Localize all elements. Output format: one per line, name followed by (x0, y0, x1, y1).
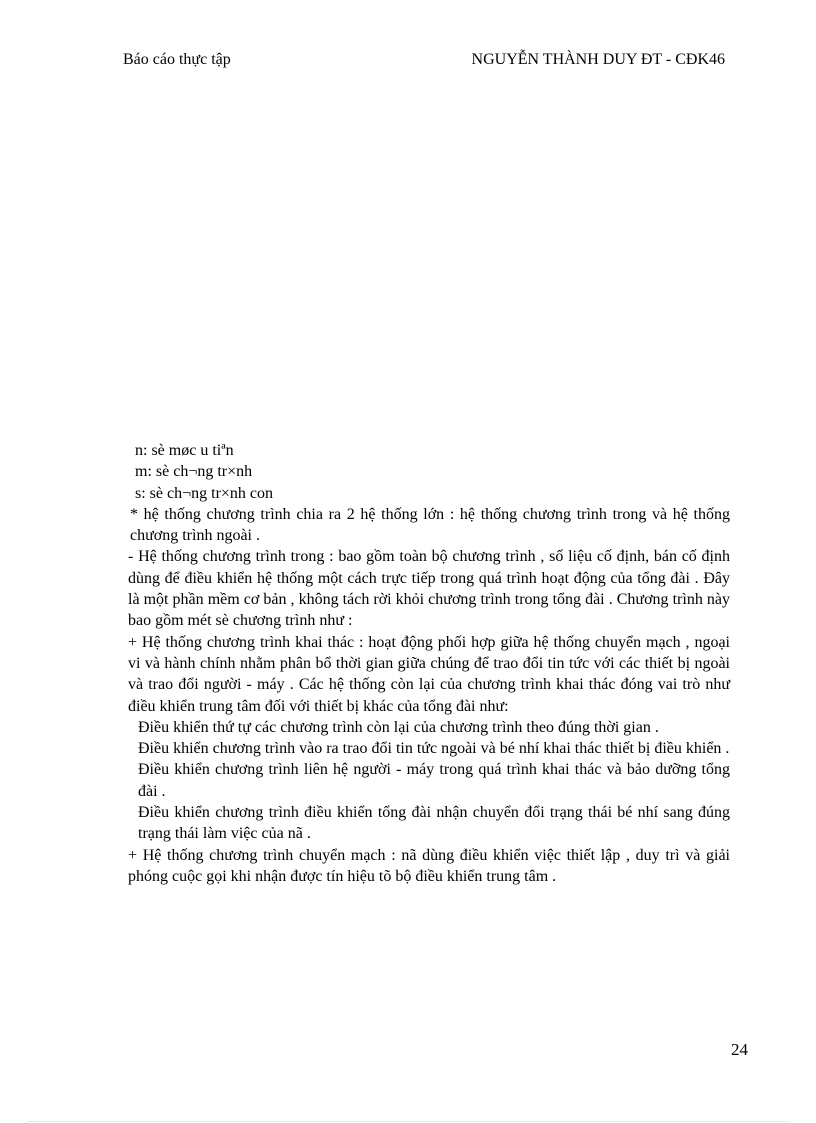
list-item-io-control: Điều khiển chương trình vào ra trao đổi tin tức ngoài và bé nhí khai thác thiết bị điều khiển . (138, 740, 730, 758)
variable-definition-n: n: sè møc u tiªn (135, 442, 234, 459)
list-item-order-control: Điều khiển thứ tự các chương trình còn lại của chương trình theo đúng thời gian . (138, 718, 659, 736)
paragraph-system-division: * hệ thống chương trình chia ra 2 hệ thống lớn : hệ thống chương trình trong và hệ thống chương trình ngoài . (130, 505, 730, 545)
document-body (125, 440, 730, 887)
paragraph-operation-programs: + Hệ thống chương trình khai thác : hoạt động phối hợp giữa hệ thống chuyển mạch , ngoại vi và hành chính nhằm phân bổ thời gian giữa chúng để trao đổi tin tức với các thiết bị ngoài và trao đổi người - máy . Các hệ thống còn lại của chương trình khai thác đóng vai trò như điều khiển trung tâm đối với thiết bị khác của tổng đài như: (128, 633, 730, 715)
list-item-state-control: Điều khiển chương trình điều khiển tổng đài nhận chuyển đổi trạng thái bé nhí sang đúng trạng thái làm việc của nã . (138, 804, 730, 843)
variable-definition-m: m: sè ch¬ng tr×nh (135, 463, 253, 481)
paragraph-internal-programs: - Hệ thống chương trình trong : bao gồm toàn bộ chương trình , số liệu cố định, bán cố định dùng để điều khiển hệ thống một cách trực tiếp trong quá trình hoạt động của tổng đài . Đây là một phần mềm cơ bản , không tách rời khỏi chương trình trong tổng đài . Chương trình này bao gồm mét sè chương trình như : (128, 548, 730, 630)
variable-definition-s: s: sè ch¬ng tr×nh con (135, 484, 274, 502)
paragraph-switching-programs: + Hệ thống chương trình chuyển mạch : nã dùng điều khiển việc thiết lập , duy trì và giải phóng cuộc gọi khi nhận được tín hiệu tõ bộ điều khiển trung tâm . (128, 846, 730, 885)
list-item-human-machine: Điều khiển chương trình liên hệ người - máy trong quá trình khai thác và bảo dưỡng tổng đài . (138, 761, 730, 800)
page-bottom-divider (28, 1121, 788, 1122)
page-number: 24 (731, 1040, 748, 1059)
page-header (123, 48, 725, 72)
header-author-class: NGUYỄN THÀNH DUY ĐT - CĐK46 (471, 51, 725, 68)
header-report-title: Báo cáo thực tập (123, 51, 231, 68)
